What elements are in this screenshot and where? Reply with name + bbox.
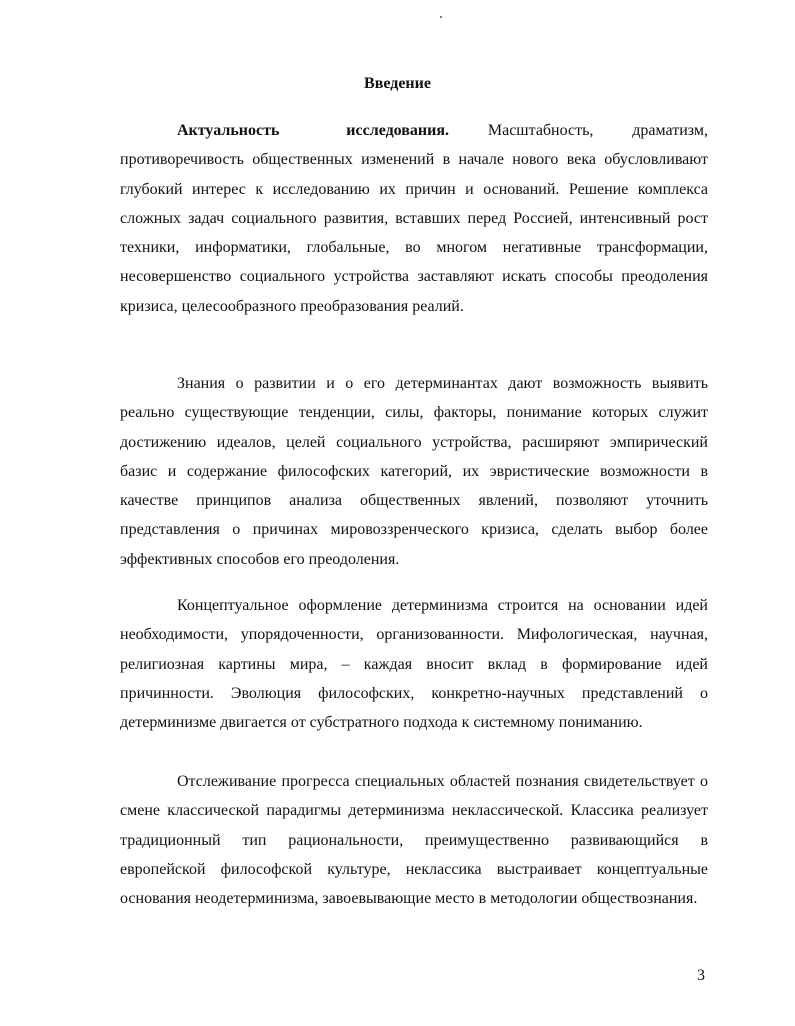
paragraph-determinism-concept: Концептуальное оформление детерминизма строится на основании идей необходимости, упорядоченности, организованности. Мифологическая, научная, религиозная картины мира, – каждая вносит вклад в формирование идей причинности. Эволюция философских, конкретно-научных представлений о детерминизме двигается от субстратного подхода к системному пониманию. xyxy=(120,597,708,732)
paragraph-body-text: Масштабность, драматизм, противоречивость общественных изменений в начале нового века обусловливают глубокий интерес к исследованию их причин и оснований. Решение комплекса сложных задач социального развития, вставших перед Россией, интенсивный рост техники, информатики, глобальные, во многом негативные трансформации, несовершенство социального устройства заставляют искать способы преодоления кризиса, целесообразного преобразования реалий. xyxy=(120,122,708,315)
section-title: Введение xyxy=(364,75,431,92)
scan-speck xyxy=(440,16,442,18)
paragraph-knowledge: Знания о развитии и о его детерминантах дают возможность выявить реально существующие тенденции, силы, факторы, понимание которых служит достижению идеалов, целей социального устройства, расширяют эмпирический базис и содержание философских категорий, их эвристические возможности в качестве принципов анализа общественных явлений, позволяют уточнить представления о причинах мировоззренческого кризиса, сделать выбор более эффективных способов его преодоления. xyxy=(120,375,708,568)
paragraph-relevance xyxy=(120,116,708,321)
paragraph-progress-tracking: Отслеживание прогресса специальных областей познания свидетельствует о смене классической парадигмы детерминизма неклассической. Классика реализует традиционный тип рациональности, преимущественно развивающийся в европейской философской культуре, неклассика выстраивает концептуальные основания неодетерминизма, завоевывающие место в методологии обществознания. xyxy=(120,773,708,908)
paragraph-lead-phrase: Актуальность исследования. xyxy=(177,122,450,139)
page-number: 3 xyxy=(697,967,705,984)
